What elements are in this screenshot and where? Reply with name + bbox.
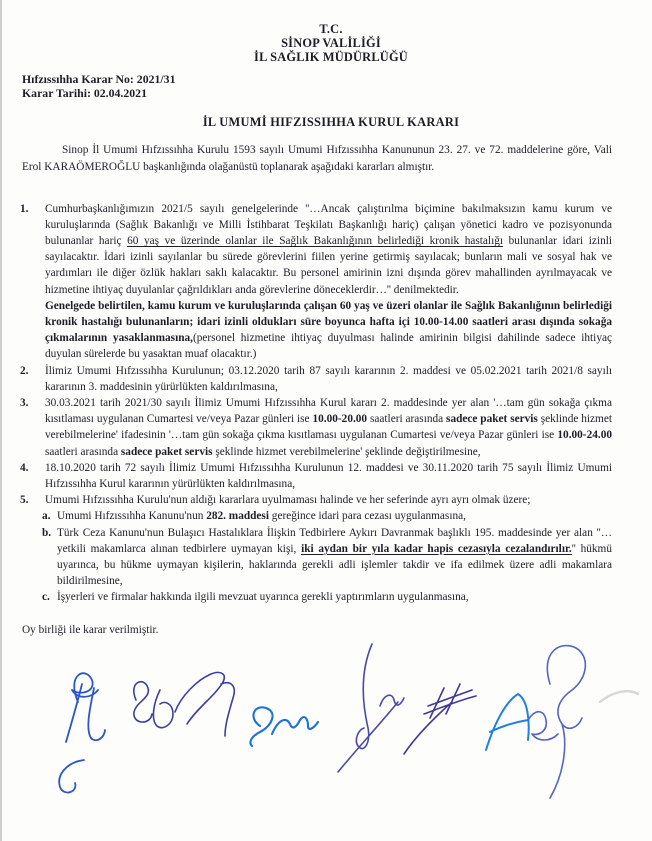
signatures-block (20, 640, 640, 830)
scan-edge-artifact (0, 0, 2, 841)
letterhead (36, 22, 626, 64)
decision-number-line: Hıfzıssıhha Karar No: 2021/31 (22, 72, 176, 86)
page-title: İL UMUMİ HIFZISSIHHA KURUL KARARI (202, 114, 460, 129)
closing-statement: Oy birliği ile karar verilmiştir. (22, 623, 159, 636)
text-run: (personel hizmetine ihtiyaç duyulması halinde amirinin bilgisi dahilinde sadece ihtiyaç duyulan sürelerde bu yasaktan muaf olacaktır.) (45, 332, 612, 361)
text-run: 30.03.2021 tarih 2021/30 sayılı İlimiz Umumi Hıfzıssıhha Kurul kararı 2. maddesinde yer alan '…tam gün sokağa çıkma kısıtlaması uygulanan Cumartesi ve/veya Pazar günleri ise (45, 397, 612, 426)
text-run: 60 yaş ve üzerinde olanlar ile Sağlık Bakanlığının belirlediği kronik hastalığı (127, 235, 503, 247)
subitem-text (57, 525, 612, 590)
decision-item (20, 363, 612, 395)
text-run: İşyerleri ve firmalar hakkında ilgili mevzuat uyarınca gerekli yaptırımların uygulanmasına, (57, 591, 469, 604)
text-run: Türk Ceza Kanunu'nun Bulaşıcı Hastalıklara İlişkin Tedbirlere Aykırı Davranmak başlıklı 195. maddesinde yer alan ''…yetkili makamlarca alınan tedbirlere uymayan kişi, (57, 526, 612, 555)
decisions-list (20, 201, 612, 606)
text-run: Genelgede belirtilen, kamu kurum ve kuruluşlarında çalışan 60 yaş ve üzeri olanlar ile Sağlık Bakanlığının belirlediği kronik hastalığı bulunanların; idari izinli oldukları süre boyunca hafta içi 10.00-14.00 saatleri arası dışında sokağa çıkmalarının yasaklanmasına, (45, 299, 612, 345)
decision-subitem (42, 525, 612, 590)
decision-meta (22, 73, 612, 101)
text-run: 18.10.2020 tarih 72 sayılı İlimiz Umumi Hıfzıssıhha Kurulunun 12. maddesi ve 30.11.2020 tarih 75 sayılı İlimiz Umumi Hıfzıssıhha Kurul kararının yürürlükten kaldırılmasına, (45, 461, 612, 491)
decision-subitem (42, 589, 612, 605)
text-run: sadece paket servis (446, 413, 538, 426)
text-run: 10.00-20.00 (312, 413, 368, 426)
decision-number: 2. (20, 364, 29, 377)
text-run: 282. maddesi (206, 510, 269, 523)
pencil-mark-artifact (600, 691, 638, 702)
text-run: Cumhurbaşkanlığımızın 2021/5 sayılı genelgelerinde ''…Ancak çalıştırılma biçimine bakılmaksızın kamu kurum ve kuruluşlarında (Sağlık Bakanlığı ve Milli İstihbarat Teşkilatı Başkanlığı hariç) çalışan yönetici kadro ve pozisyonunda bulunanlar hariç (45, 202, 612, 247)
decision-item (20, 395, 612, 460)
subitem-letter: b. (42, 526, 52, 539)
text-run: gereğince idari para cezası uygulanmasına, (268, 510, 466, 523)
text-run: saatleri arasında (367, 413, 447, 426)
signature-3 (250, 707, 318, 746)
signature-2 (134, 672, 234, 736)
text-run: Umumi Hıfzıssıhha Kanunu'nun (57, 510, 207, 523)
intro-paragraph: Sinop İl Umumi Hıfzıssıhha Kurulu 1593 sayılı Umumi Hıfzıssıhha Kanununun 23. 27. ve 72. maddelerine göre, Vali Erol KARAÖMEROĞLU başkanlığında olağanüstü toplanarak aşağıdaki kararları almıştır. (22, 143, 612, 173)
text-run: İlimiz Umumi Hıfzıssıhha Kurulunun; 03.12.2020 tarih 87 sayılı kararının 2. maddesi ve 05.02.2021 tarih 2021/8 sayılı kararının 3. maddesinin yürürlükten kaldırılmasına, (45, 364, 612, 393)
text-run: sadece paket servis (120, 445, 213, 458)
decision-item (20, 201, 612, 363)
text-run: şeklinde hizmet verebilmelerine' şeklinde değiştirilmesine, (212, 445, 481, 458)
decision-text (45, 460, 612, 492)
decision-date-line: Karar Tarihi: 02.04.2021 (22, 85, 147, 100)
decision-item (20, 460, 612, 492)
decision-text (45, 395, 612, 460)
text-run: saatleri arasında (45, 445, 121, 458)
letterhead-tc: T.C. (319, 22, 343, 36)
decision-number: 1. (20, 202, 29, 215)
subitem-letter: c. (42, 591, 50, 604)
decision-number: 5. (20, 494, 29, 507)
text-run: Umumi Hıfzıssıhha Kurulu'nun aldığı kararlara uyulmaması halinde ve her seferinde ayrı ayrı olmak üzere; (45, 494, 531, 507)
decision-text (45, 492, 612, 508)
text-run: bulunanlar idari izinli sayılacaktır. İdari izinli sayılanlar bu sürede görevlerini fiilen yerine getirmiş sayılacak; bunların mali ve sosyal hak ve yardımları ile diğer özlük hakları saklı kalacaktır. Bu personel amirinin izni dışında görev mahallinden ayrılmayacak ve hizmetine ihtiyaç duyulanlar çağrıldıkları anda görevlerine döneceklerdir…'' denilmektedir. (45, 235, 613, 296)
subitem-text (57, 589, 612, 605)
text-run: '' hükmü uyarınca, bu hükme uymayan kişilerin, haklarında gerekli adli işlemler takdir ve ifa edilmek üzere adli makamlara bildirilmesine, (57, 542, 612, 588)
letterhead-valilik: SİNOP VALİLİĞİ (281, 36, 381, 50)
signature-4 (338, 644, 404, 772)
subitem-text (57, 508, 612, 524)
signature-1 (59, 673, 105, 792)
letterhead-mudurluk: İL SAĞLIK MÜDÜRLÜĞÜ (254, 50, 408, 64)
subitem-letter: a. (42, 510, 51, 523)
decision-subitem (42, 508, 612, 524)
decision-text (45, 201, 612, 363)
decision-number: 3. (20, 397, 29, 410)
signature-6 (486, 646, 585, 798)
decision-text (45, 363, 612, 395)
text-run: iki aydan bir yıla kadar hapis cezasıyla cezalandırılır. (301, 542, 572, 555)
decision-number: 4. (20, 461, 29, 474)
text-run: şeklinde hizmet verebilmelerine' ifadesinin '…tam gün sokağa çıkma kısıtlaması uygulanan Cumartesi ve/veya Pazar günleri ise (45, 413, 612, 442)
text-run: 10.00-24.00 (557, 429, 612, 442)
decision-item (20, 492, 612, 508)
signature-5 (404, 684, 476, 754)
